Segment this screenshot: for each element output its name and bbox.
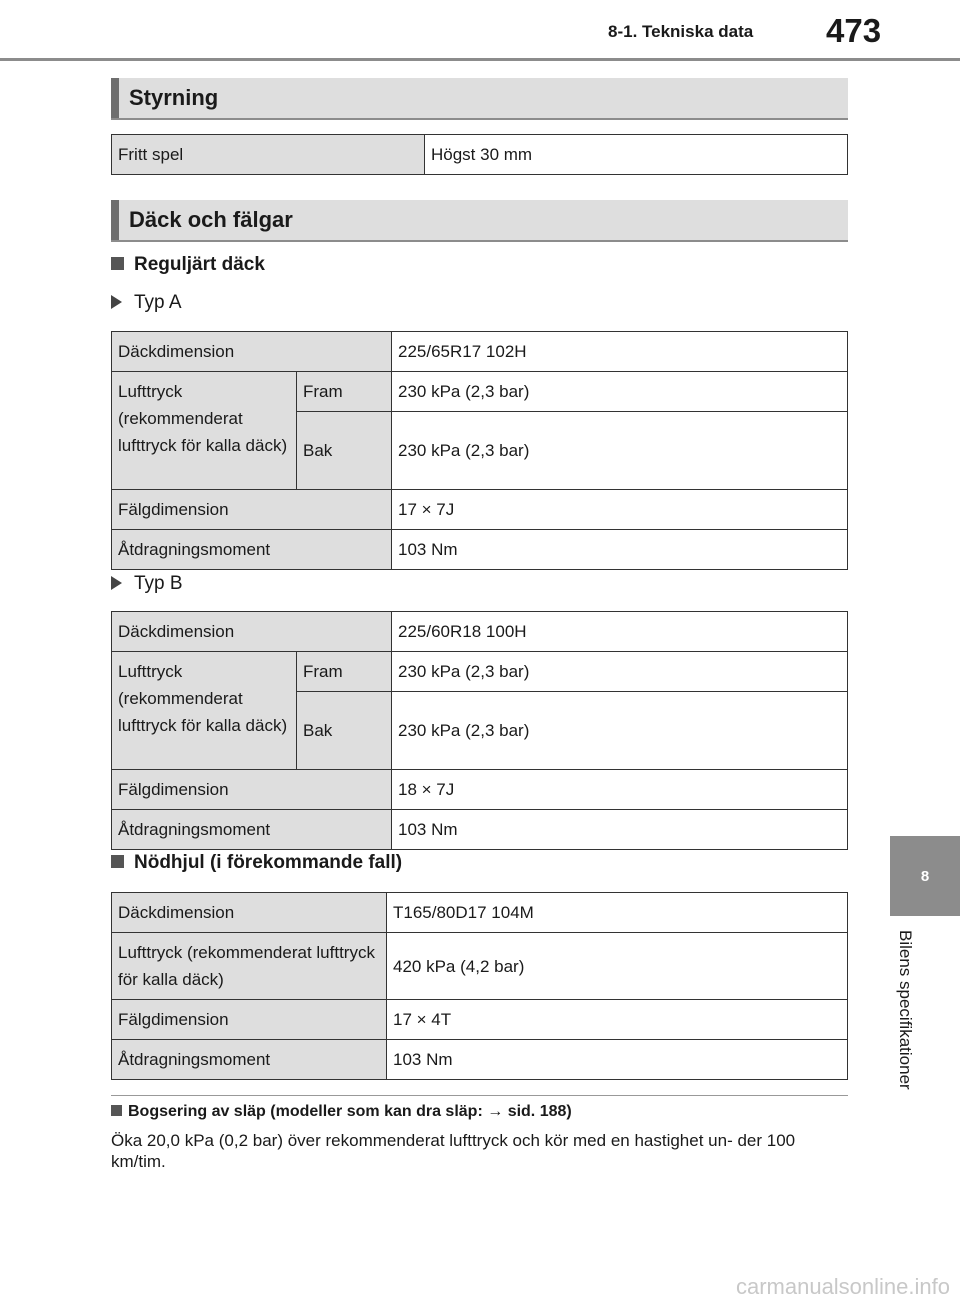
free-play-label: Fritt spel: [112, 135, 425, 175]
rear-value: 230 kPa (2,3 bar): [392, 412, 848, 490]
front-label: Fram: [297, 372, 392, 412]
towing-note-heading: Bogsering av släp (modeller som kan dra släp: → sid. 188): [111, 1103, 572, 1121]
page-number: 473: [826, 12, 882, 49]
rim-label: Fälgdimension: [112, 1000, 387, 1040]
dimension-label: Däckdimension: [112, 893, 387, 933]
dimension-label: Däckdimension: [112, 332, 392, 372]
table-row: [112, 530, 848, 570]
triangle-bullet-icon: [111, 576, 122, 590]
dimension-value: 225/65R17 102H: [392, 332, 848, 372]
free-play-value: Högst 30 mm: [425, 135, 848, 175]
front-value: 230 kPa (2,3 bar): [392, 652, 848, 692]
rim-label: Fälgdimension: [112, 770, 392, 810]
table-row: [112, 490, 848, 530]
rim-value: 17 × 4T: [387, 1000, 848, 1040]
steering-heading: Styrning: [111, 78, 848, 118]
table-row: [112, 652, 848, 692]
pressure-label: Lufttryck (rekommenderat lufttryck för kalla däck): [112, 372, 297, 490]
chapter-number: 8: [920, 867, 930, 885]
spare-table: [111, 892, 848, 1080]
table-row: [112, 372, 848, 412]
type-a-heading: Typ A: [111, 292, 182, 314]
rim-value: 17 × 7J: [392, 490, 848, 530]
torque-value: 103 Nm: [392, 530, 848, 570]
watermark: carmanualsonline.info: [735, 1274, 950, 1299]
rear-value: 230 kPa (2,3 bar): [392, 692, 848, 770]
regular-tire-heading: Reguljärt däck: [111, 254, 265, 276]
header-divider: [0, 58, 960, 61]
torque-label: Åtdragningsmoment: [112, 1040, 387, 1080]
rim-label: Fälgdimension: [112, 490, 392, 530]
table-row: [112, 612, 848, 652]
page-reference-link[interactable]: sid. 188): [507, 1103, 572, 1120]
type-b-table: [111, 611, 848, 850]
dimension-label: Däckdimension: [112, 612, 392, 652]
table-row: [112, 135, 848, 175]
torque-value: 103 Nm: [392, 810, 848, 850]
front-label: Fram: [297, 652, 392, 692]
table-row: [112, 810, 848, 850]
dimension-value: T165/80D17 104M: [387, 893, 848, 933]
rear-label: Bak: [297, 692, 392, 770]
front-value: 230 kPa (2,3 bar): [392, 372, 848, 412]
table-row: [112, 933, 848, 1000]
square-bullet-icon: [111, 855, 124, 868]
chapter-label-container: [895, 930, 915, 1130]
steering-table: [111, 134, 848, 175]
arrow-right-icon: →: [487, 1103, 504, 1120]
rear-label: Bak: [297, 412, 392, 490]
triangle-bullet-icon: [111, 295, 122, 309]
pressure-label: Lufttryck (rekommenderat lufttryck för kalla däck): [112, 933, 387, 1000]
spare-tire-heading: Nödhjul (i förekommande fall): [111, 852, 402, 874]
section-title: 8-1. Tekniska data: [608, 22, 754, 41]
pressure-label: Lufttryck (rekommenderat lufttryck för kalla däck): [112, 652, 297, 770]
rim-value: 18 × 7J: [392, 770, 848, 810]
table-row: [112, 1000, 848, 1040]
torque-label: Åtdragningsmoment: [112, 810, 392, 850]
dimension-value: 225/60R18 100H: [392, 612, 848, 652]
torque-label: Åtdragningsmoment: [112, 530, 392, 570]
table-row: [112, 893, 848, 933]
type-b-heading: Typ B: [111, 573, 183, 595]
table-row: [112, 332, 848, 372]
towing-note-text: Öka 20,0 kPa (0,2 bar) över rekommenderat lufttryck och kör med en hastighet un- der 100 km/tim.: [111, 1131, 796, 1171]
chapter-tab[interactable]: [890, 836, 960, 916]
torque-value: 103 Nm: [387, 1040, 848, 1080]
note-divider: [111, 1095, 848, 1096]
pressure-value: 420 kPa (4,2 bar): [387, 933, 848, 1000]
table-row: [112, 1040, 848, 1080]
chapter-label: Bilens specifikationer: [896, 930, 915, 1090]
table-row: [112, 770, 848, 810]
type-a-table: [111, 331, 848, 570]
square-bullet-icon: [111, 1105, 122, 1116]
square-bullet-icon: [111, 257, 124, 270]
tires-heading: Däck och fälgar: [111, 200, 848, 240]
